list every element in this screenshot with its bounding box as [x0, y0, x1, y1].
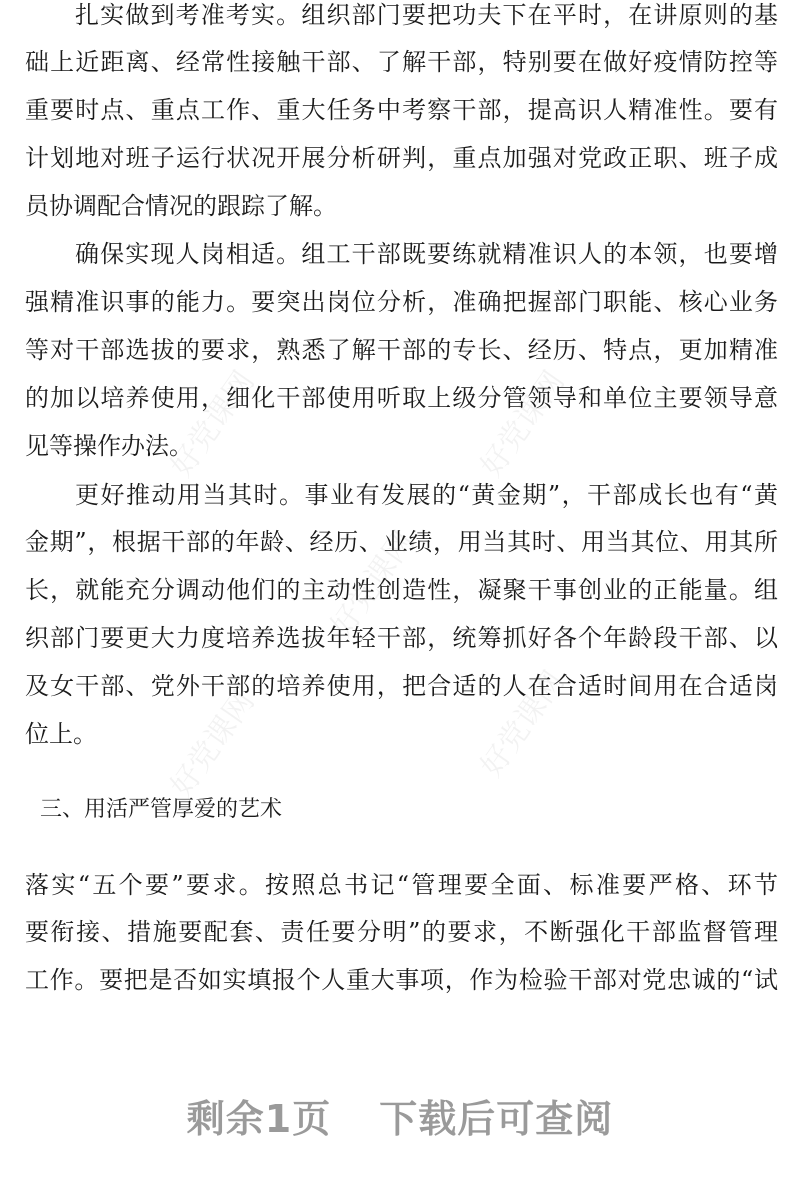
text-line: 员协调配合情况的跟踪了解。: [25, 192, 337, 220]
text-line: 计划地对班子运行状况开展分析研判，重点加强对党政正职、班子成: [25, 144, 778, 172]
watermark: 好党课网: [164, 684, 262, 804]
section-heading: 三、用活严管厚爱的艺术: [40, 797, 283, 822]
remaining-pages-label: 剩余1页: [186, 1097, 332, 1141]
download-to-view-label: 下载后可查阅: [379, 1097, 614, 1141]
text-line: 础上近距离、经常性接触干部、了解干部，特别要在做好疫情防控等: [25, 48, 778, 76]
text-line: 位上。: [25, 720, 97, 748]
watermark: 好党课网: [474, 364, 572, 484]
text-line: 长，就能充分调动他们的主动性创造性，凝聚干事创业的正能量。组: [25, 576, 778, 604]
text-line: 更好推动用当其时。事业有发展的“黄金期”，干部成长也有“黄: [75, 481, 778, 509]
watermark: 好党课网: [164, 364, 262, 484]
text-line: 的加以培养使用，细化干部使用听取上级分管领导和单位主要领导意: [25, 384, 778, 412]
text-line: 重要时点、重点工作、重大任务中考察干部，提高识人精准性。要有: [25, 96, 778, 124]
text-line: 落实“五个要”要求。按照总书记“管理要全面、标准要严格、环节: [25, 871, 778, 899]
watermark: 好党课网: [324, 524, 422, 644]
text-line: 金期”，根据干部的年龄、经历、业绩，用当其时、用当其位、用其所: [25, 528, 778, 556]
text-line: 要衔接、措施要配套、责任要分明”的要求，不断强化干部监督管理: [25, 918, 778, 946]
text-line: 工作。要把是否如实填报个人重大事项，作为检验干部对党忠诚的“试: [25, 966, 778, 994]
text-line: 强精准识事的能力。要突出岗位分析，准确把握部门职能、核心业务: [25, 288, 778, 316]
text-line: 等对干部选拔的要求，熟悉了解干部的专长、经历、特点，更加精准: [25, 336, 778, 364]
text-line: 确保实现人岗相适。组工干部既要练就精准识人的本领，也要增: [75, 240, 778, 268]
text-line: 见等操作办法。: [25, 432, 193, 460]
watermark: 好党课网: [474, 664, 572, 784]
text-line: 及女干部、党外干部的培养使用，把合适的人在合适时间用在合适岗: [25, 672, 778, 700]
text-line: 扎实做到考准考实。组织部门要把功夫下在平时，在讲原则的基: [75, 1, 778, 29]
text-line: 织部门要更大力度培养选拔年轻干部，统筹抓好各个年龄段干部、以: [25, 624, 778, 652]
download-to-view-banner[interactable]: [0, 1088, 800, 1143]
